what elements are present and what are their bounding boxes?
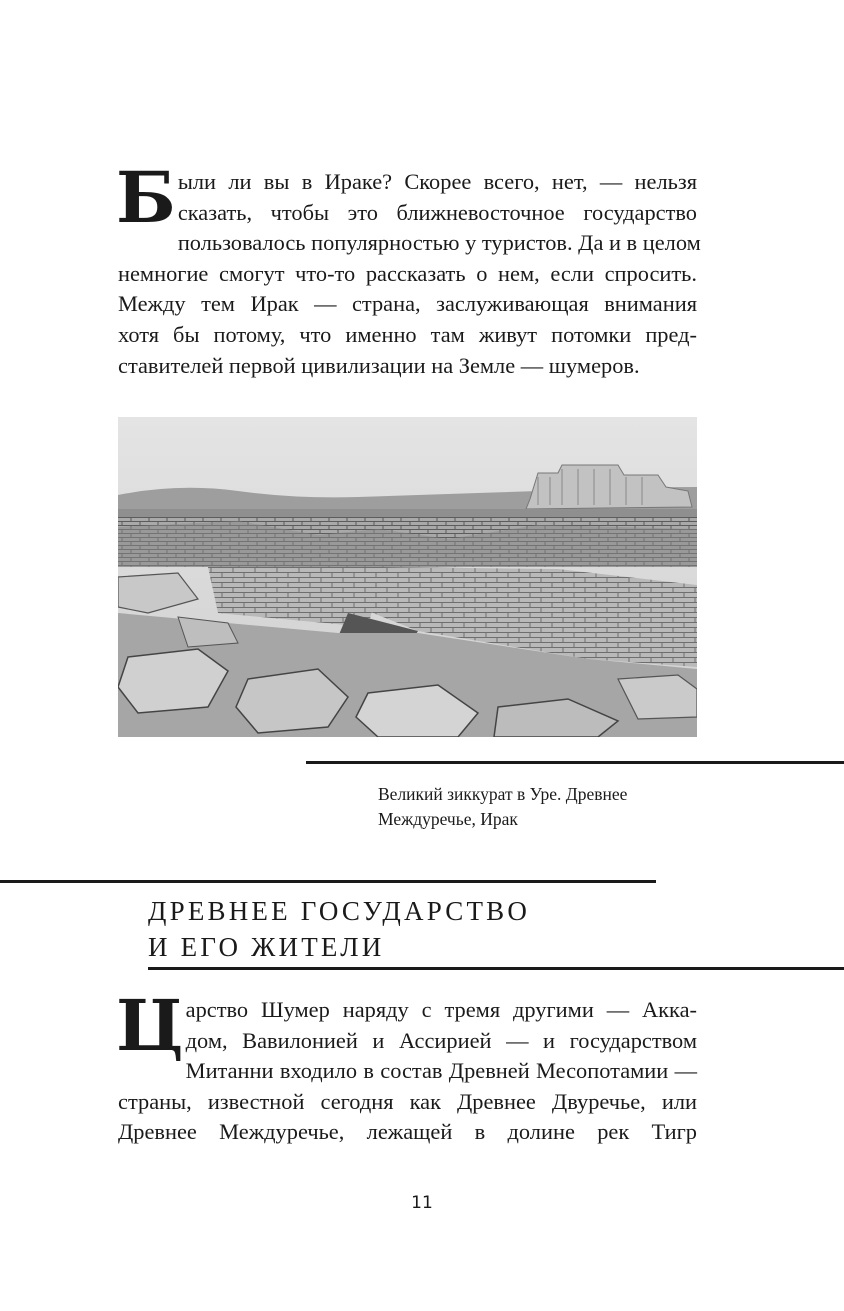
- photo-caption: [378, 782, 738, 832]
- paragraph-line: сказать, чтобы это ближневосточное государство: [177, 199, 697, 225]
- heading-rule-top: [0, 880, 656, 883]
- caption-line: Великий зиккурат в Уре. Древнее: [378, 784, 628, 804]
- caption-line: Междуречье, Ирак: [378, 809, 518, 829]
- dropcap-letter: Б: [116, 156, 174, 239]
- paragraph-line: дом, Вавилонией и Ассирией — и государством: [185, 1027, 697, 1053]
- page-number: 11: [411, 1193, 433, 1213]
- paragraph-line: Древнее Междуречье, лежащей в долине рек Тигр: [118, 1119, 697, 1145]
- paragraph-line: Митанни входило в состав Древней Месопотамии —: [185, 1058, 697, 1084]
- section-heading: [148, 893, 748, 965]
- heading-line: ДРЕВНЕЕ ГОСУДАРСТВО: [148, 896, 531, 926]
- photo-illustration: [118, 417, 697, 737]
- paragraph-line: ставителей первой цивилизации на Земле — шумеров.: [118, 352, 640, 378]
- paragraph-line: Между тем Ирак — страна, заслуживающая внимания: [118, 291, 697, 317]
- paragraph-line: ыли ли вы в Ираке? Скорее всего, нет, — нельзя: [177, 169, 697, 194]
- paragraph-line: пользовалось популярностью у туристов. Да и в целом: [177, 230, 701, 256]
- paragraph-line: арство Шумер наряду с тремя другими — Акка-: [185, 997, 697, 1022]
- heading-line: И ЕГО ЖИТЕЛИ: [148, 932, 385, 962]
- caption-rule: [306, 761, 844, 764]
- ziggurat-photo: [118, 417, 697, 737]
- body-paragraph: [116, 984, 697, 1148]
- heading-rule-bottom: [148, 967, 844, 970]
- paragraph-line: хотя бы потому, что именно там живут потомки пред-: [118, 321, 697, 347]
- intro-paragraph: [116, 156, 701, 381]
- dropcap-letter: Ц: [116, 984, 182, 1067]
- paragraph-line: немногие смогут что-то рассказать о нем, если спросить.: [118, 260, 697, 286]
- paragraph-line: страны, известной сегодня как Древнее Двуречье, или: [118, 1088, 697, 1114]
